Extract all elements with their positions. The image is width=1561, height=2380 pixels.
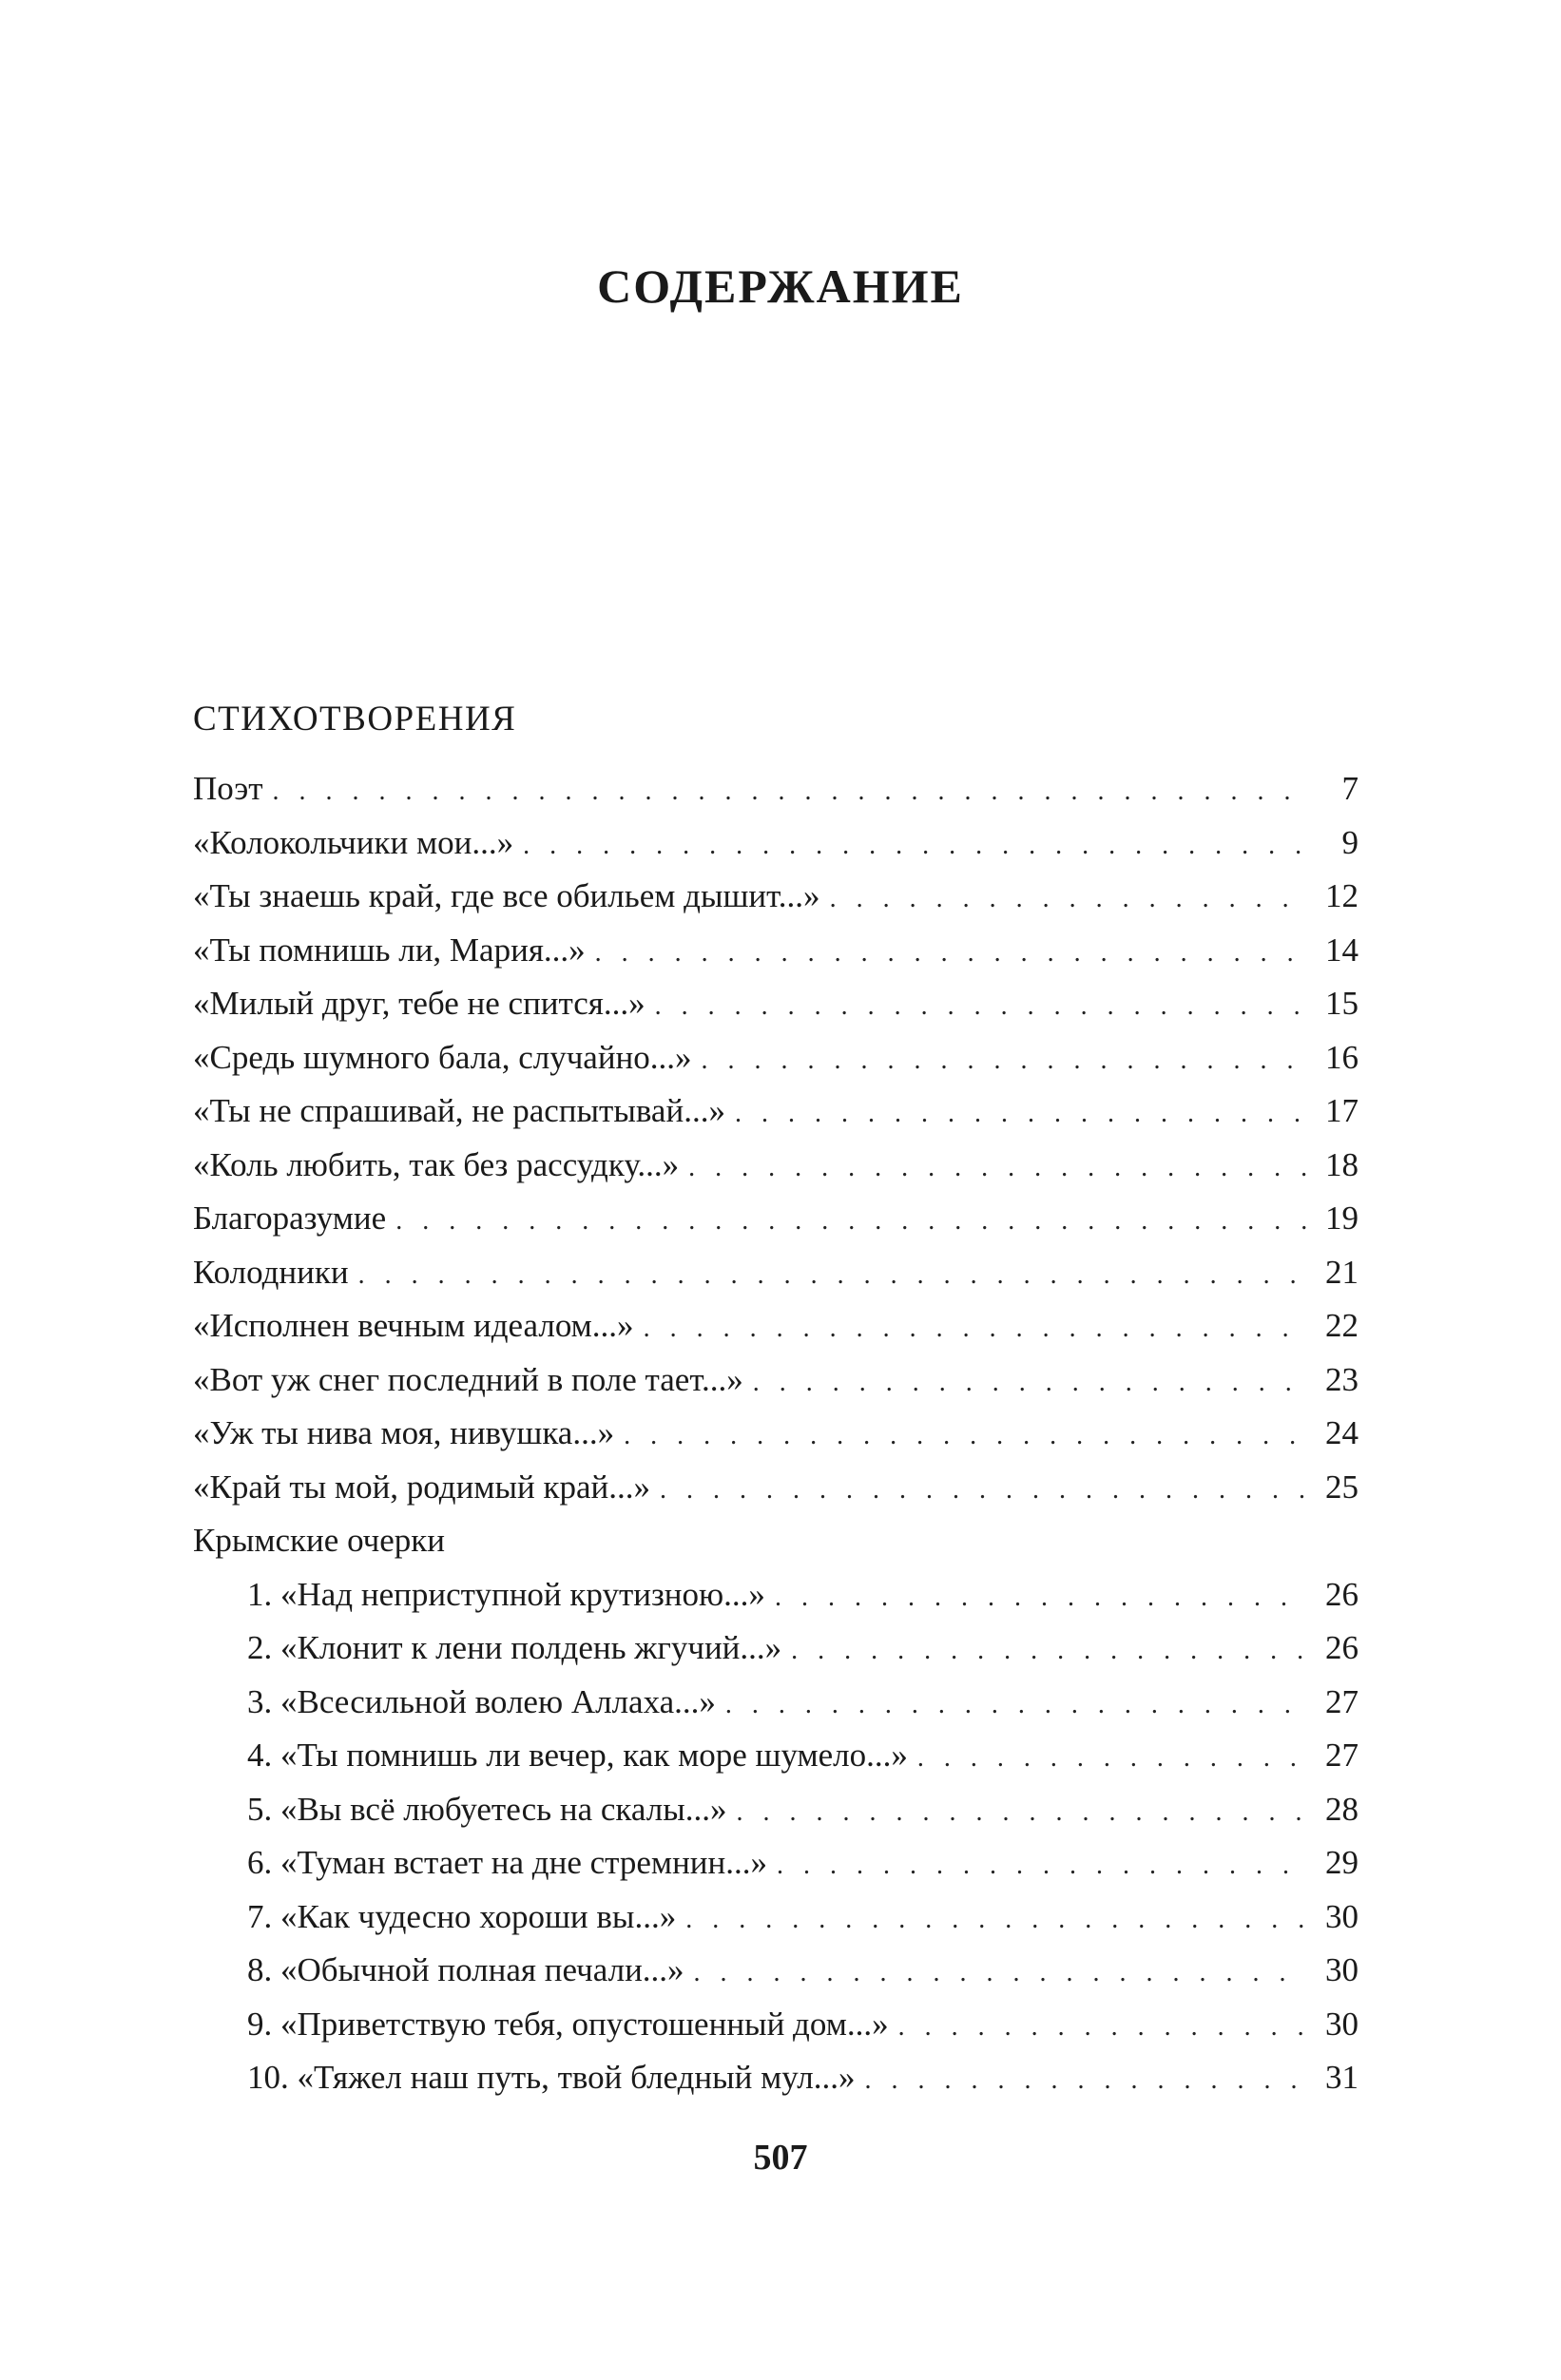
toc-entry-page: 30 <box>1325 1897 1359 1935</box>
toc-leader-dots <box>791 1624 1307 1679</box>
toc-leader-dots <box>777 1839 1307 1893</box>
toc-entry-page: 23 <box>1325 1360 1359 1398</box>
toc-subentry <box>193 1944 1359 1998</box>
toc-entry-title: «Край ты мой, родимый край...» <box>193 1468 650 1506</box>
toc-leader-dots <box>523 819 1307 873</box>
toc-subentry <box>193 1676 1359 1730</box>
toc-entry-page: 27 <box>1325 1682 1359 1720</box>
toc-leader-dots <box>864 2054 1307 2108</box>
toc-leader-dots <box>644 1302 1307 1356</box>
toc-leader-dots <box>655 980 1307 1034</box>
toc-entry-title: «Ты знаешь край, где все обильем дышит...» <box>193 877 820 914</box>
toc-leader-dots <box>595 927 1307 981</box>
toc-leader-dots <box>753 1356 1307 1411</box>
toc-entry <box>193 1031 1359 1085</box>
toc-entry-page: 26 <box>1325 1629 1359 1666</box>
toc-entry <box>193 1139 1359 1193</box>
toc-entry-title: 3. «Всесильной волею Аллаха...» <box>247 1682 716 1720</box>
toc-entry-title: Благоразумие <box>193 1200 387 1237</box>
toc-leader-dots <box>688 1142 1307 1196</box>
toc-entry <box>193 1084 1359 1139</box>
toc-leader-dots <box>395 1195 1307 1249</box>
toc-entry-title: «Коль любить, так без рассудку...» <box>193 1145 680 1183</box>
toc-entry-title: «Уж ты нива моя, нивушка...» <box>193 1414 615 1451</box>
toc-leader-dots <box>736 1786 1307 1840</box>
toc-entry-page: 26 <box>1325 1575 1359 1613</box>
toc-leader-dots <box>685 1893 1307 1948</box>
toc-entry <box>193 816 1359 871</box>
toc-entry <box>193 1461 1359 1515</box>
toc-entry <box>193 1353 1359 1408</box>
toc-leader-dots <box>694 1947 1307 2001</box>
toc-leader-dots <box>830 873 1307 927</box>
toc-subentry <box>193 1891 1359 1945</box>
toc-leader-dots <box>725 1679 1307 1733</box>
toc-entry-title: 1. «Над неприступной крутизною...» <box>247 1575 765 1613</box>
toc-entry-title: «Средь шумного бала, случайно...» <box>193 1038 692 1076</box>
toc-leader-dots <box>358 1249 1307 1303</box>
toc-entry <box>193 1407 1359 1461</box>
toc-entry-title: 8. «Обычной полная печали...» <box>247 1951 684 1988</box>
toc-entry-page: 22 <box>1325 1307 1359 1344</box>
toc-entry-page: 14 <box>1325 931 1359 969</box>
toc-subentry <box>193 1998 1359 2052</box>
toc-subentry <box>193 1729 1359 1783</box>
toc-entry-page: 31 <box>1325 2059 1359 2096</box>
page-title: СОДЕРЖАНИЕ <box>597 259 964 313</box>
toc-entry-title: «Милый друг, тебе не спится...» <box>193 985 646 1022</box>
toc-entry-page: 16 <box>1325 1038 1359 1076</box>
toc-entry-page: 12 <box>1325 877 1359 914</box>
toc-entry <box>193 1299 1359 1353</box>
toc-leader-dots <box>702 1034 1307 1088</box>
toc-entry-title: 5. «Вы всё любуетесь на скалы...» <box>247 1790 727 1828</box>
toc-entry-page: 17 <box>1325 1092 1359 1129</box>
toc-entry-title: 4. «Ты помнишь ли вечер, как море шумело...» <box>247 1737 908 1774</box>
toc-entry-title: 7. «Как чудесно хороши вы...» <box>247 1897 677 1935</box>
toc-entry-title: «Ты не спрашивай, не распытывай...» <box>193 1092 725 1129</box>
toc-entry-page: 28 <box>1325 1790 1359 1828</box>
toc-entry-page: 21 <box>1325 1253 1359 1291</box>
toc-leader-dots <box>898 2001 1307 2055</box>
toc-entry-page: 7 <box>1341 770 1359 807</box>
toc-subentry <box>193 1622 1359 1676</box>
toc-subentry <box>193 2051 1359 2105</box>
toc-entry-title: Крымские очерки <box>193 1522 446 1559</box>
toc-entry-page: 30 <box>1325 1951 1359 1988</box>
toc-entry-title: «Колокольчики мои...» <box>193 823 514 861</box>
toc-entry-page: 25 <box>1325 1468 1359 1506</box>
toc-entry-title: 6. «Туман встает на дне стремнин...» <box>247 1844 768 1881</box>
toc-entry-title: Колодники <box>193 1253 349 1291</box>
toc-leader-dots <box>660 1464 1307 1518</box>
toc-entry-title: 2. «Клонит к лени полдень жгучий...» <box>247 1629 782 1666</box>
toc-entry <box>193 924 1359 978</box>
toc-leader-dots <box>624 1410 1307 1464</box>
toc-entry-page: 15 <box>1325 985 1359 1022</box>
toc-group-heading <box>193 1514 1359 1568</box>
toc-entry-title: 9. «Приветствую тебя, опустошенный дом...» <box>247 2005 889 2043</box>
toc-entry-page: 27 <box>1325 1737 1359 1774</box>
toc-entry-page: 19 <box>1325 1200 1359 1237</box>
toc-entry-title: «Ты помнишь ли, Мария...» <box>193 931 586 969</box>
toc-entry-title: «Вот уж снег последний в поле тает...» <box>193 1360 743 1398</box>
toc-subentry <box>193 1783 1359 1837</box>
toc-subentry <box>193 1836 1359 1891</box>
toc-entry-page: 24 <box>1325 1414 1359 1451</box>
toc-leader-dots <box>917 1732 1307 1786</box>
toc-entry <box>193 1246 1359 1300</box>
toc-entry-title: Поэт <box>193 770 263 807</box>
table-of-contents <box>193 762 1359 2105</box>
toc-entry <box>193 762 1359 816</box>
toc-entry-page: 9 <box>1341 823 1359 861</box>
toc-entry-page: 29 <box>1325 1844 1359 1881</box>
section-heading: СТИХОТВОРЕНИЯ <box>193 700 517 739</box>
toc-leader-dots <box>775 1571 1307 1625</box>
toc-entry-title: 10. «Тяжел наш путь, твой бледный мул...» <box>247 2059 856 2096</box>
toc-leader-dots <box>273 765 1307 819</box>
toc-entry-page: 18 <box>1325 1145 1359 1183</box>
toc-entry <box>193 1192 1359 1246</box>
toc-entry <box>193 870 1359 924</box>
toc-entry <box>193 977 1359 1031</box>
page-number: 507 <box>753 2138 808 2178</box>
toc-subentry <box>193 1568 1359 1622</box>
toc-entry-page: 30 <box>1325 2005 1359 2043</box>
toc-leader-dots <box>735 1087 1307 1142</box>
toc-entry-title: «Исполнен вечным идеалом...» <box>193 1307 634 1344</box>
